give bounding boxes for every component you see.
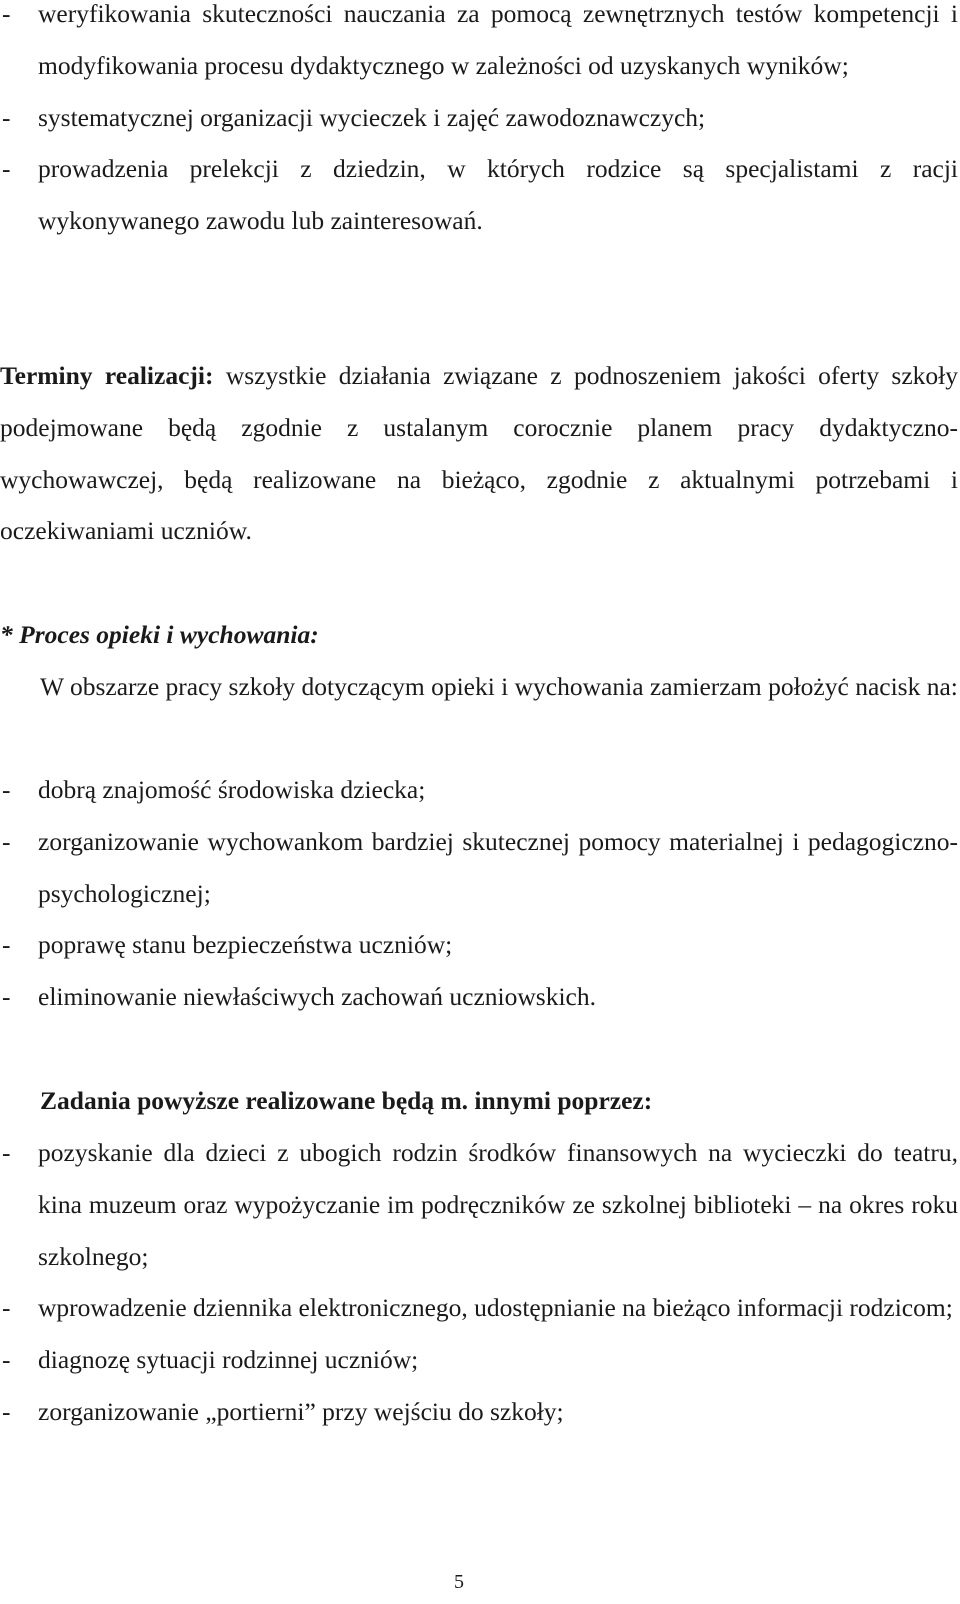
list-item bbox=[0, 971, 958, 1023]
list-item-text: dobrą znajomość środowiska dziecka; bbox=[38, 775, 426, 804]
list-item bbox=[0, 1386, 958, 1438]
tasks-heading-text: Zadania powyższe realizowane będą m. innymi poprzez: bbox=[40, 1086, 653, 1115]
list-item bbox=[0, 816, 958, 920]
care-heading-text: * Proces opieki i wychowania: bbox=[0, 620, 319, 649]
terms-label: Terminy realizacji: bbox=[0, 361, 214, 390]
list-dash: - bbox=[2, 1345, 11, 1375]
list-dash: - bbox=[2, 154, 11, 184]
list-item bbox=[0, 1334, 958, 1386]
list-item bbox=[0, 919, 958, 971]
list-item-text: zorganizowanie „portierni” przy wejściu do szkoły; bbox=[38, 1396, 564, 1426]
list-dash: - bbox=[2, 826, 11, 856]
care-intro-text: W obszarze pracy szkoły dotyczącym opieki i wychowania zamierzam położyć nacisk na: bbox=[40, 672, 958, 701]
list-item bbox=[0, 143, 958, 247]
list-item-text: weryfikowania skuteczności nauczania za pomocą zewnętrznych testów kompetencji i modyfikowania procesu dydaktycznego w zależności od uzyskanych wyników; bbox=[38, 0, 958, 80]
list-item-text: prowadzenia prelekcji z dziedzin, w których rodzice są specjalistami z racji wykonywanego zawodu lub zainteresowań. bbox=[38, 154, 958, 236]
care-list bbox=[0, 764, 958, 1023]
list-item-text: pozyskanie dla dzieci z ubogich rodzin środków finansowych na wycieczki do teatru, kina muzeum oraz wypożyczanie im podręczników ze szkolnej biblioteki – na okres roku szkolnego; bbox=[38, 1138, 958, 1271]
list-dash: - bbox=[2, 1138, 11, 1167]
list-item-text: eliminowanie niewłaściwych zachowań uczniowskich. bbox=[38, 982, 596, 1012]
list-item-text: poprawę stanu bezpieczeństwa uczniów; bbox=[38, 930, 453, 960]
list-item-text: zorganizowanie wychowankom bardziej skutecznej pomocy materialnej i pedagogiczno- psychologicznej; bbox=[38, 826, 958, 908]
continuation-list bbox=[0, 0, 958, 247]
list-item bbox=[0, 92, 958, 144]
care-heading bbox=[0, 609, 960, 661]
list-dash: - bbox=[2, 775, 11, 804]
terms-paragraph bbox=[0, 350, 960, 557]
list-item bbox=[0, 764, 958, 816]
list-item-text: diagnozę sytuacji rodzinnej uczniów; bbox=[38, 1345, 419, 1375]
list-dash: - bbox=[2, 930, 11, 960]
page-number: 5 bbox=[454, 1571, 464, 1593]
list-item-text: systematycznej organizacji wycieczek i zajęć zawodoznawczych; bbox=[38, 102, 706, 132]
list-dash: - bbox=[2, 1396, 11, 1426]
tasks-heading bbox=[0, 1075, 960, 1127]
tasks-list bbox=[0, 1127, 958, 1438]
care-intro bbox=[0, 661, 960, 713]
list-item bbox=[0, 0, 958, 92]
list-item bbox=[0, 1127, 958, 1282]
list-dash: - bbox=[2, 982, 11, 1012]
terms-text: wszystkie działania związane z podnoszeniem jakości oferty szkoły podejmowane będą zgodnie z ustalanym corocznie planem pracy dydaktyczno- wychowawczej, będą realizowane na bieżąco, zgodnie z aktualnymi potrzebami i oczekiwaniami uczniów. bbox=[0, 361, 958, 546]
list-dash: - bbox=[2, 0, 11, 28]
list-dash: - bbox=[2, 1293, 11, 1323]
list-dash: - bbox=[2, 102, 11, 132]
list-item-text: wprowadzenie dziennika elektronicznego, udostępnianie na bieżąco informacji rodzicom; bbox=[38, 1293, 953, 1323]
list-item bbox=[0, 1282, 958, 1334]
